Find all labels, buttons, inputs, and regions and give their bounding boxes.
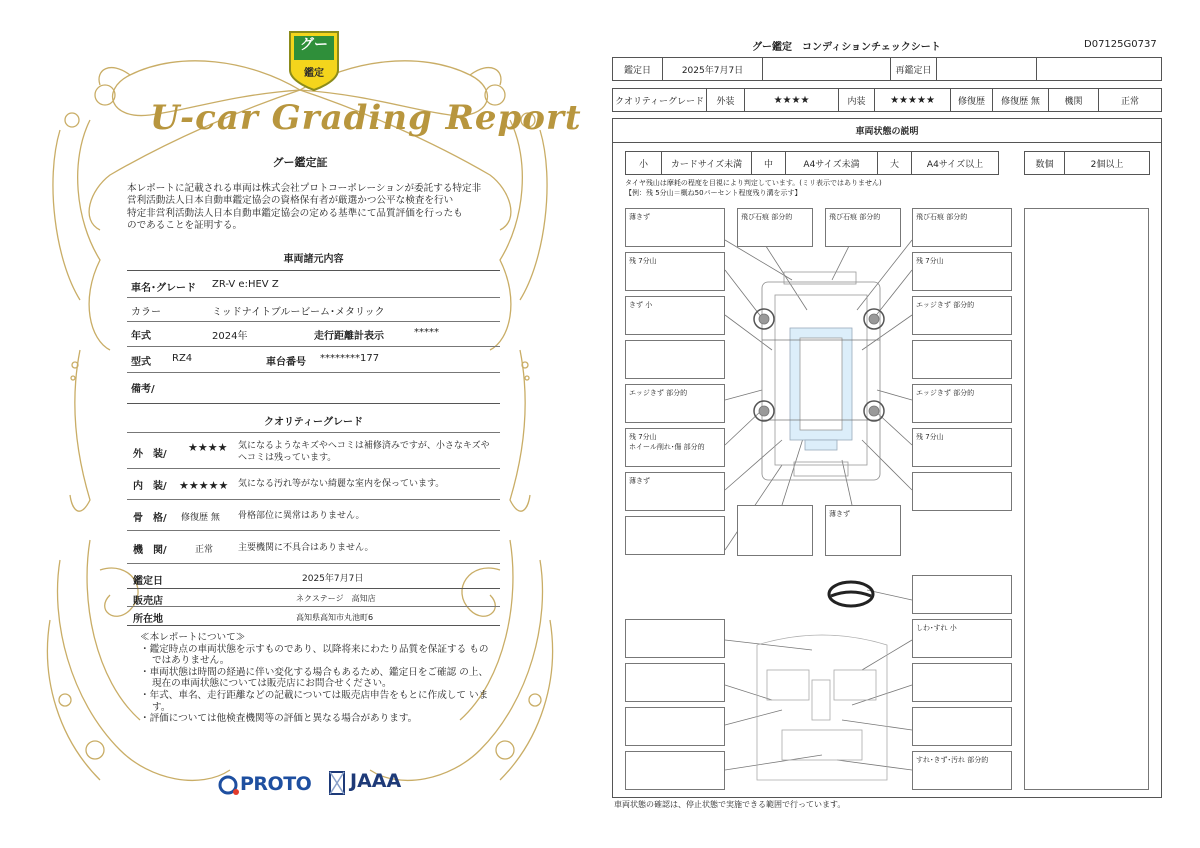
note-item: ・車両状態は時間の経過に伴い変化する場合もあるため、鑑定日をご確認 の上、現在の車両状態については販売店にお問合せください。 [140,666,489,690]
interior-box-right-3 [912,707,1012,746]
intro-line: 本レポートに記載される車両は株式会社プロトコーポレーションが委託する特定非 [127,183,482,194]
legend-large-desc: A4サイズ以上 [926,159,984,170]
color-value: ミッドナイトブルービーム･メタリック [212,307,385,318]
mileage-label: 走行距離計表示 [314,331,384,342]
damage-box-front-center-left [737,208,813,247]
jaaa-logo-text: JAAA [350,770,402,792]
interior-stars: ★★★★★ [179,479,229,492]
tire-box-front-left [625,252,725,291]
damage-box-left-fender [625,296,725,335]
damage-text: 飛び石痕 部分的 [741,213,793,221]
exterior-desc-line: ヘコミは残っています。 [238,453,337,463]
legend-count: 数個 [1025,152,1065,174]
damage-text: エッジきず 部分的 [629,389,688,397]
exterior-stars: ★★★★ [745,89,839,111]
divider [127,499,500,500]
badge-bottom-text: 鑑定 [304,68,324,79]
address-value: 高知県高知市丸池町6 [296,613,374,622]
store-value: ネクステージ 高知店 [296,594,376,603]
sheet-code: D07125G0737 [1084,39,1157,50]
damage-text: きず 小 [629,301,653,309]
frame-value: 修復歴 無 [181,513,220,523]
damage-text [629,432,705,452]
chassis-value: ********177 [320,353,380,364]
damage-box-rear-center-right [825,505,901,556]
damage-text: 残 7分山 [916,433,944,441]
frame-label: 骨 格/ [133,513,167,524]
damage-text: すれ･きず･汚れ 部分的 [916,756,989,764]
reappraisal-date-label: 再鑑定日 [891,58,937,80]
jaaa-logo-icon [326,770,348,796]
damage-box-left-rear-door [625,384,725,423]
interior-desc: 気になる汚れ等がない綺麗な室内を保っています。 [238,479,445,489]
legend-medium: 中 [752,152,786,174]
count-legend [1024,151,1150,175]
car-name-label: 車名･グレード [131,283,196,294]
engine-value: 正常 [1120,96,1139,107]
interior-box-left-1 [625,619,725,658]
appraisal-date-label: 鑑定日 [133,576,163,587]
sheet-title: グー鑑定 コンディションチェックシート [752,42,941,53]
badge-top-text: グー [300,37,328,53]
repair-label: 修復歴 [951,89,993,111]
divider [127,563,500,564]
appraisal-date-label: 鑑定日 [613,58,663,80]
tire-note [625,179,882,198]
damage-text: エッジきず 部分的 [916,389,975,397]
legend-count-desc: 2個以上 [1090,159,1124,170]
damage-text: 残 7分山 [629,257,657,265]
note-item: ・鑑定時点の車両状態を示すものであり、以降将来にわたり品質を保証する ものではありません。 [140,643,489,667]
divider [127,270,500,271]
interior-label: 内装 [839,89,875,111]
repair-value: 修復歴 無 [993,89,1049,111]
damage-text: 薄きず [629,477,650,485]
empty-cell [1037,58,1161,80]
legend-small-desc: カードサイズ未満 [662,152,752,174]
engine-desc: 主要機関に不具合はありません。 [238,543,374,553]
empty-cell [763,58,891,80]
report-notes [140,632,490,725]
legend-small: 小 [626,152,662,174]
intro-line: 営利活動法人日本自動車鑑定協会の資格保有者が厳選かつ公平な検査を行い [127,195,454,207]
proto-logo-icon [218,774,242,798]
divider [127,321,500,322]
year-value: 2024年 [212,331,248,342]
divider [127,625,500,626]
damage-box-rear-right [912,472,1012,511]
certificate-title: グー鑑定証 [272,156,328,169]
divider [127,530,500,531]
divider [127,606,500,607]
date-row [612,57,1162,81]
engine-value: 正常 [195,545,214,555]
intro-line: 特定非営利活動法人日本自動車鑑定協会の定める基準にて品質評価を行ったも [127,207,463,219]
appraisal-date-value: 2025年7月7日 [663,58,763,80]
interior-box-left-2 [625,663,725,702]
store-label: 販売店 [133,596,163,607]
mileage-value: ***** [414,327,439,338]
divider [127,372,500,373]
remarks-label: 備考/ [131,384,155,395]
divider [127,403,500,404]
damage-text-line: 残 7分山 [629,433,657,441]
interior-box-right-1 [912,619,1012,658]
damage-box-front-center-right [825,208,901,247]
damage-text: 薄きず [829,510,850,518]
damage-box-front-left [625,208,725,247]
divider [127,346,500,347]
condition-heading: 車両状態の説明 [612,119,1162,143]
exterior-desc-line: 気になるようなキズやヘコミは補修済みですが、小さなキズや [238,441,490,451]
exterior-label: 外 装/ [133,449,167,460]
intro-line: のであることを証明する。 [127,219,243,231]
quality-heading: クオリティーグレード [264,417,363,428]
note-item: ・年式、車名、走行距離などの記載については販売店申告をもとに作成して います。 [140,689,489,713]
note-item: ・評価については他検査機関等の評価と異なる場合があります。 [140,713,418,725]
year-label: 年式 [131,331,151,342]
interior-box-left-3 [625,707,725,746]
steering-box [912,575,1012,614]
tire-box-front-right [912,252,1012,291]
divider [127,468,500,469]
tire-box-rear-left [625,428,725,467]
damage-box-left-door [625,340,725,379]
divider [127,297,500,298]
engine-label: 機 関/ [133,545,167,556]
damage-text: しわ･すれ 小 [916,624,957,632]
tire-note-line: タイヤ残山は摩耗の程度を目視により判定しています。(ミリ表示ではありません) [625,179,882,187]
proto-logo-text: PROTO [240,773,312,795]
interior-box-left-4 [625,751,725,790]
model-value: RZ4 [172,353,193,364]
interior-box-right-2 [912,663,1012,702]
interior-label: 内 装/ [133,481,167,492]
damage-box-front-right [912,208,1012,247]
quality-grade-label: クオリティーグレード [613,89,707,111]
exterior-stars: ★★★★ [188,441,228,454]
specs-heading: 車両諸元内容 [283,254,344,265]
certificate-intro [127,183,499,232]
divider [127,432,500,433]
interior-box-right-4 [912,751,1012,790]
appraisal-date-value: 2025年7月7日 [302,574,364,584]
engine-label: 機関 [1049,89,1099,111]
damage-box-rear-left [625,472,725,511]
damage-text: 飛び石痕 部分的 [916,213,968,221]
damage-text: 飛び石痕 部分的 [829,213,881,221]
divider [127,588,500,589]
chassis-label: 車台番号 [266,357,306,368]
reappraisal-date-value [937,58,1037,80]
damage-box-right-door [912,340,1012,379]
notes-column [1024,208,1149,790]
car-name-value: ZR-V e:HEV Z [212,279,279,290]
color-label: カラー [131,307,161,318]
frame-desc: 骨格部位に異常はありません。 [238,511,365,521]
exterior-desc [238,440,490,464]
tire-box-rear-right [912,428,1012,467]
exterior-label: 外装 [707,89,745,111]
interior-stars: ★★★★★ [875,89,951,111]
damage-box-rear-center-left [737,505,813,556]
damage-box-rear-bumper-left [625,516,725,555]
tire-note-line: 【例：残 5分山＝概ね50パーセント程度残り溝を示す】 [625,188,802,197]
address-label: 所在地 [133,614,163,625]
legend-large: 大 [878,152,912,174]
damage-text: 薄きず [629,213,650,221]
damage-box-right-fender [912,296,1012,335]
notes-heading: ≪本レポートについて≫ [140,632,246,643]
size-legend [625,151,999,175]
grade-row [612,88,1162,112]
damage-box-right-rear-door [912,384,1012,423]
footnote: 車両状態の確認は、停止状態で実施できる範囲で行っています。 [614,800,846,809]
legend-medium-desc: A4サイズ未満 [786,152,878,174]
damage-text: エッジきず 部分的 [916,301,975,309]
model-label: 型式 [131,357,151,368]
damage-text: 残 7分山 [916,257,944,265]
report-title: U-car Grading Report [150,98,582,138]
damage-text-line: ホイール削れ･傷 部分的 [629,443,705,451]
